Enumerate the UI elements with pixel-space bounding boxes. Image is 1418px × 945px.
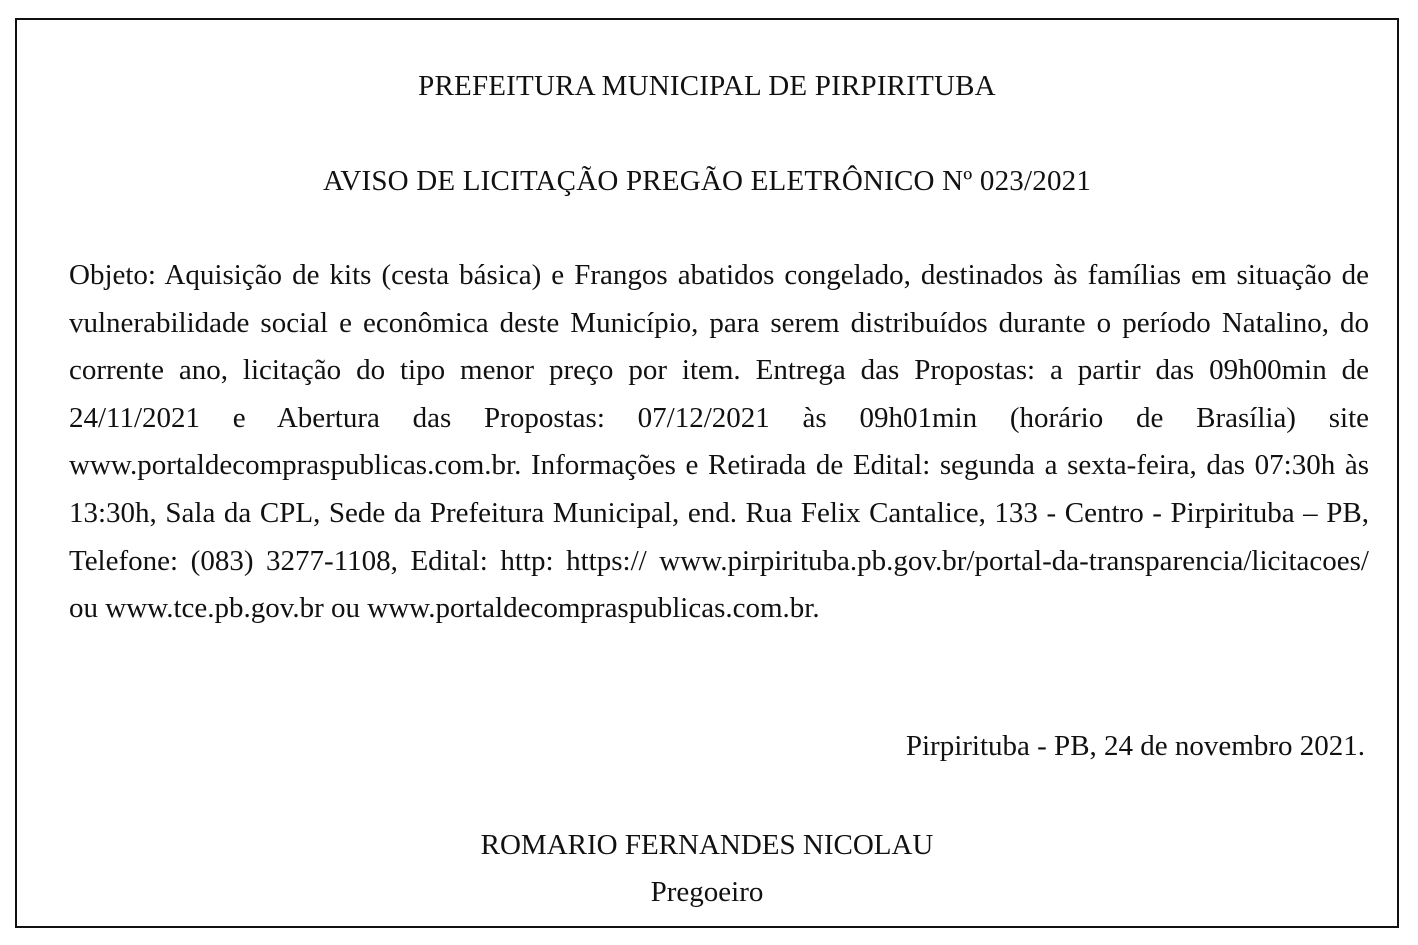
notice-frame (15, 18, 1399, 928)
signer-name: ROMARIO FERNANDES NICOLAU (480, 829, 934, 861)
notice-body-text: Objeto: Aquisição de kits (cesta básica) e Frangos abatidos congelado, destinados às famílias em situação de vulnerabilidade social e econômica deste Município, para serem distribuídos durante o período Natalino, do corrente ano, licitação do tipo menor preço por item. Entrega das Propostas: a partir das 09h00min de 24/11/2021 e Abertura das Propostas: 07/12/2021 às 09h01min (horário de Brasília) site www.portaldecompraspublicas.com.br. Informações e Retirada de Edital: segunda a sexta-feira, das 07:30h às 13:30h, Sala da CPL, Sede da Prefeitura Municipal, end. Rua Felix Cantalice, 133 - Centro - Pirpirituba – PB, Telefone: (083) 3277-1108, Edital: http: https:// www.pirpirituba.pb.gov.br/portal-da-transparencia/licitacoes/ ou www.tce.pb.gov.br ou www.portaldecompraspublicas.com.br. (69, 259, 1369, 625)
notice-title: AVISO DE LICITAÇÃO PREGÃO ELETRÔNICO Nº 023/2021 (322, 165, 1092, 197)
signer-role: Pregoeiro (650, 876, 764, 908)
signature-block (17, 822, 1397, 916)
organization-title: PREFEITURA MUNICIPAL DE PIRPIRITUBA (418, 70, 996, 102)
place-date: Pirpirituba - PB, 24 de novembro 2021. (905, 730, 1365, 762)
